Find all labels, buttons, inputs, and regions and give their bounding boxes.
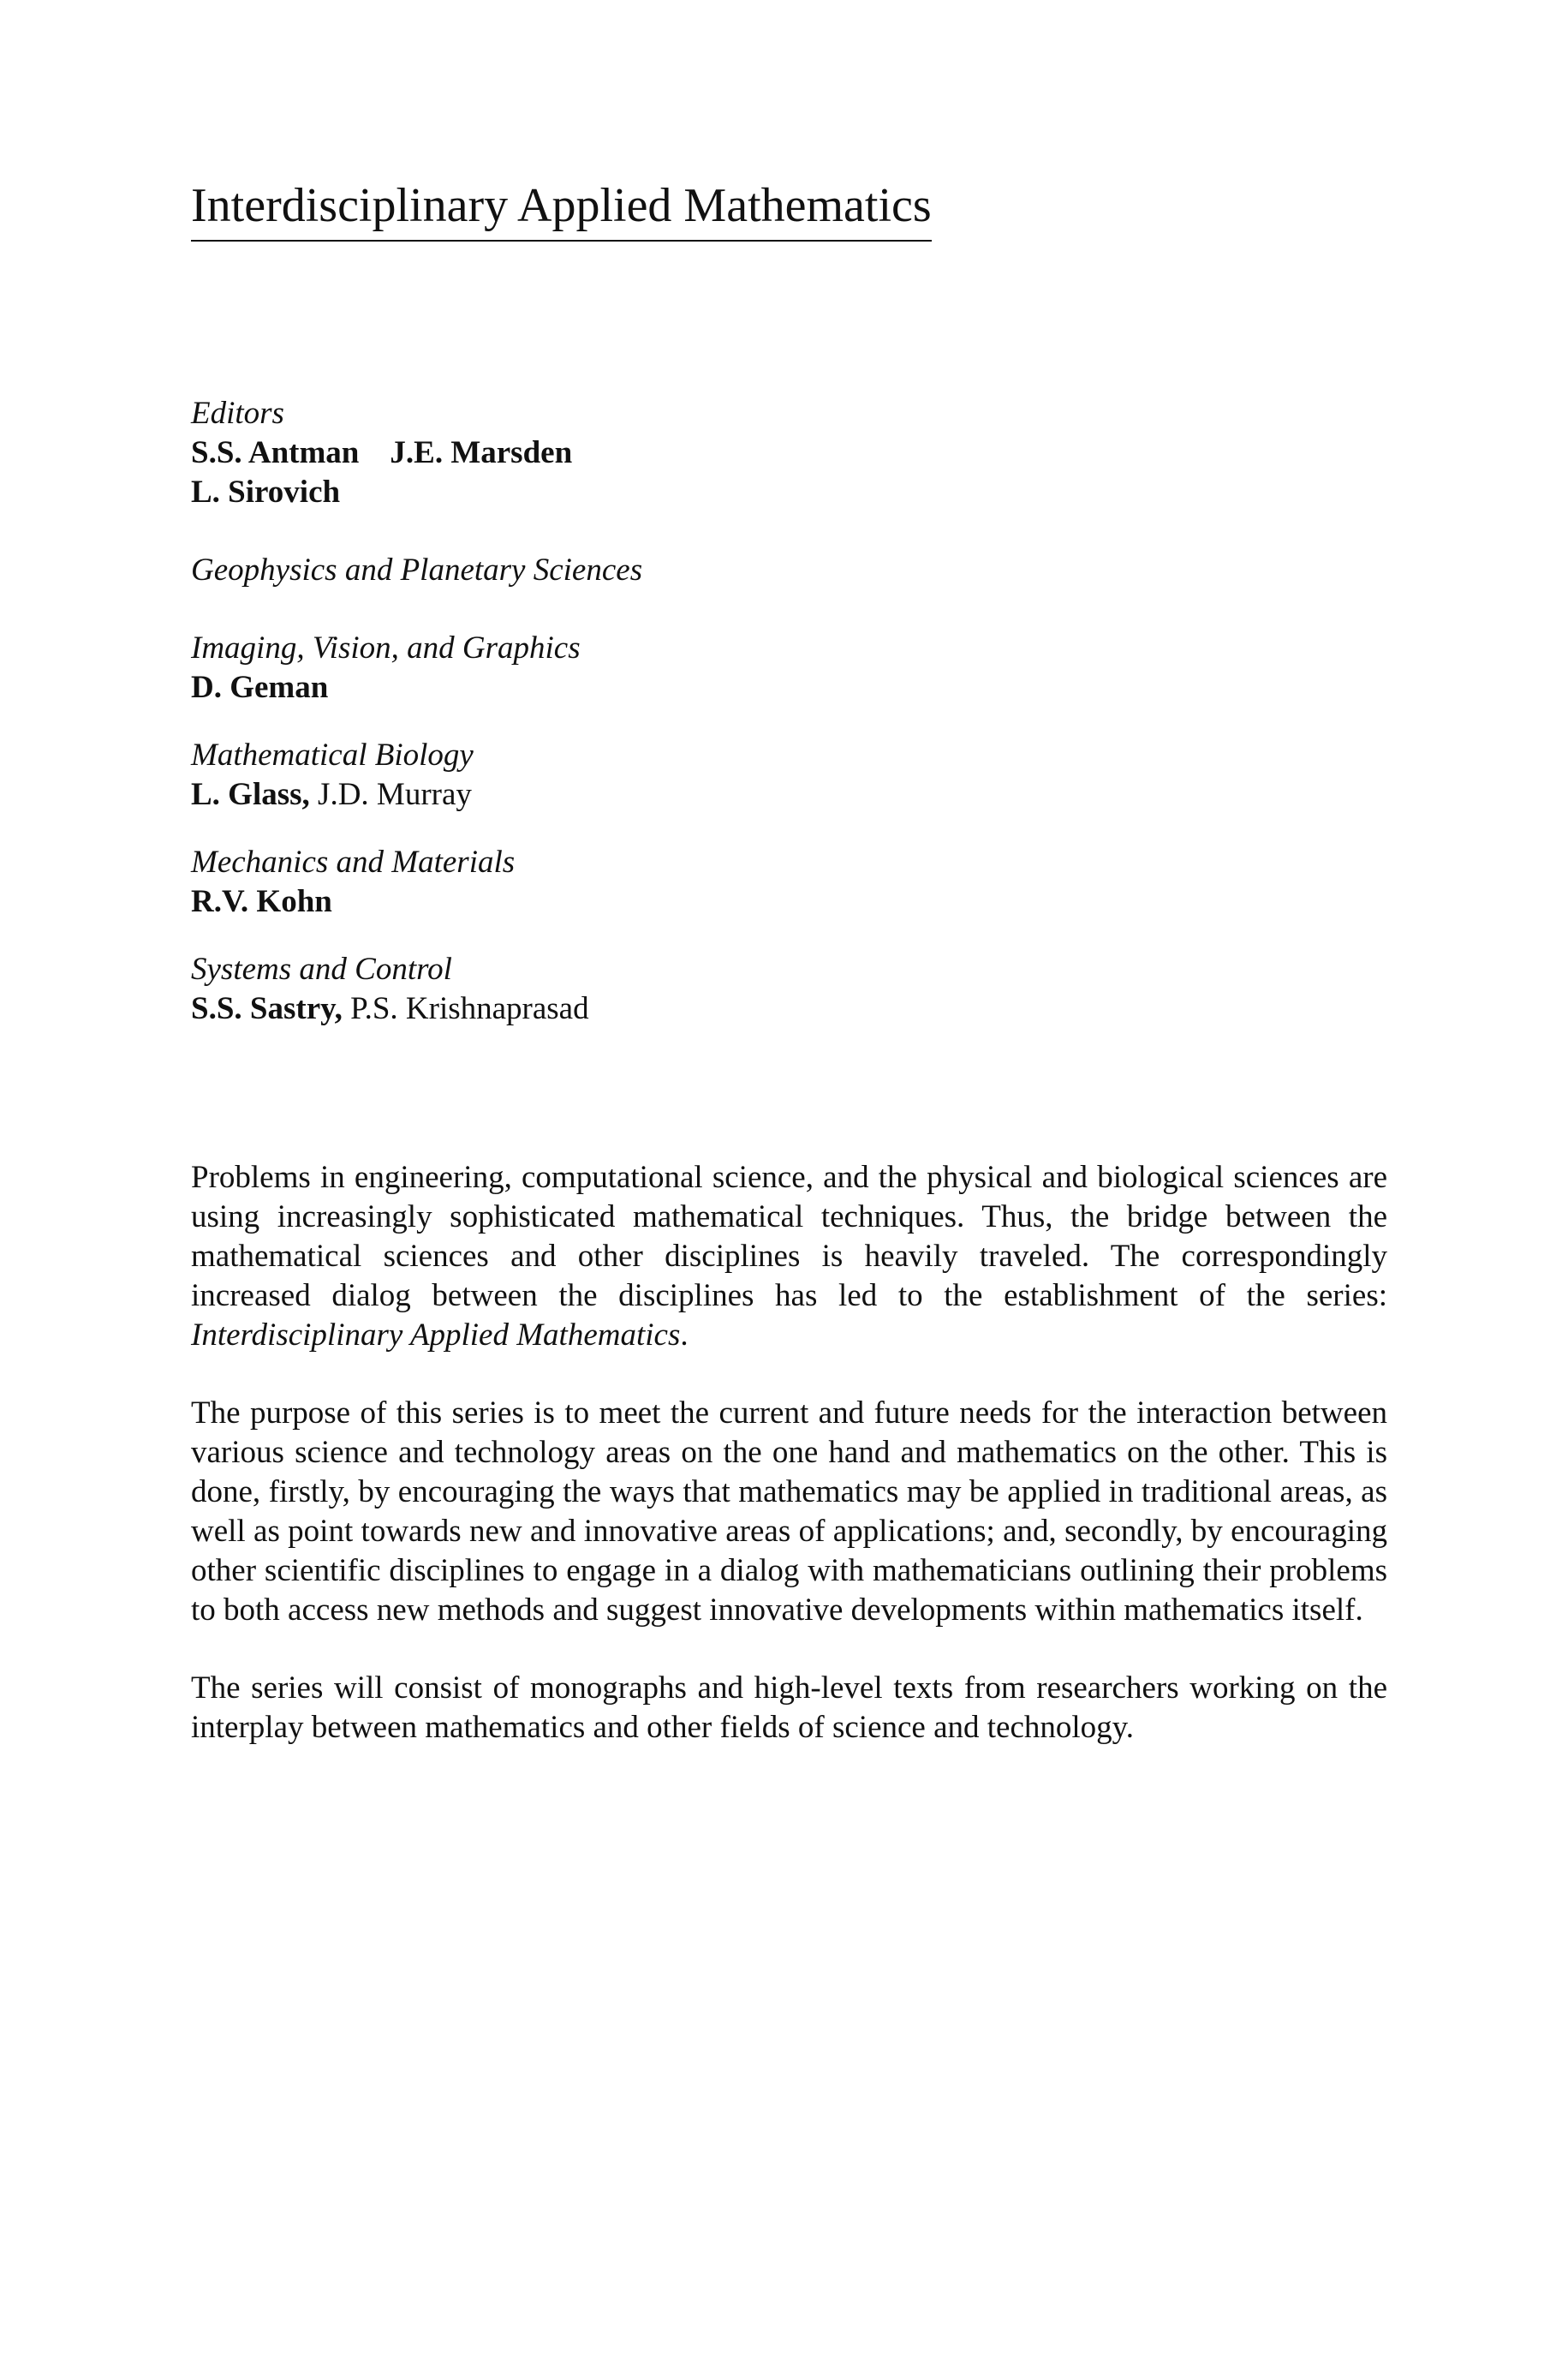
spacer xyxy=(191,590,642,629)
area-editor-plain: J.D. Murray xyxy=(309,777,472,812)
editors-names-line2: L. Sirovich xyxy=(191,475,341,510)
paragraph-end: . xyxy=(680,1317,689,1353)
editor-name: J.E. Marsden xyxy=(390,435,573,470)
area-heading-mechanics: Mechanics and Materials xyxy=(191,845,516,880)
paragraph-text: Problems in engineering, computational science, and the physical and biological sciences are using increasingly sophisticated mathematical techniques. Thus, the bridge between the mathematical sciences and other disciplines is heavily traveled. The correspondingly increased dialog between the disciplines has led to the establishment of the series: xyxy=(191,1160,1387,1313)
series-title: Interdisciplinary Applied Mathematics xyxy=(191,182,932,242)
area-editors-mechanics xyxy=(191,882,642,922)
area-editor-bold: S.S. Sastry, xyxy=(191,991,343,1026)
area-editor-bold: D. Geman xyxy=(191,670,329,705)
area-editors-systems xyxy=(191,989,642,1029)
spacer xyxy=(191,708,642,736)
spacer xyxy=(191,815,642,843)
area-heading-imaging: Imaging, Vision, and Graphics xyxy=(191,630,581,666)
editor-name: S.S. Antman xyxy=(191,435,360,470)
editors-block xyxy=(191,394,642,1029)
area-heading-biology: Mathematical Biology xyxy=(191,738,474,773)
series-description xyxy=(191,1158,1387,1786)
spacer xyxy=(191,512,642,551)
area-editor-bold: L. Glass, xyxy=(191,777,310,812)
area-editor-plain: P.S. Krishnaprasad xyxy=(342,991,589,1026)
editors-label: Editors xyxy=(191,396,284,431)
paragraph-2: The purpose of this series is to meet the current and future needs for the interaction between various science and technology areas on the one hand and mathematics on the other. This is done, firstly, by encouraging the ways that mathematics may be applied in traditional areas, as well as point towards new and innovative areas of applications; and, secondly, by encouraging other scientific disciplines to engage in a dialog with mathematicians outlining their problems to both access new methods and suggest innovative developments within mathematics itself. xyxy=(191,1395,1387,1628)
area-editors-imaging xyxy=(191,668,642,708)
area-heading-systems: Systems and Control xyxy=(191,952,452,987)
paragraph-1 xyxy=(191,1158,1387,1355)
area-heading-geophysics: Geophysics and Planetary Sciences xyxy=(191,553,643,588)
area-editor-bold: R.V. Kohn xyxy=(191,884,332,919)
editors-names-line1 xyxy=(191,433,642,473)
spacer xyxy=(191,922,642,950)
area-editors-biology xyxy=(191,775,642,815)
paragraph-3: The series will consist of monographs and high-level texts from researchers working on the interplay between mathematics and other fields of science and technology. xyxy=(191,1670,1387,1745)
series-name-italic: Interdisciplinary Applied Mathematics xyxy=(191,1317,681,1353)
